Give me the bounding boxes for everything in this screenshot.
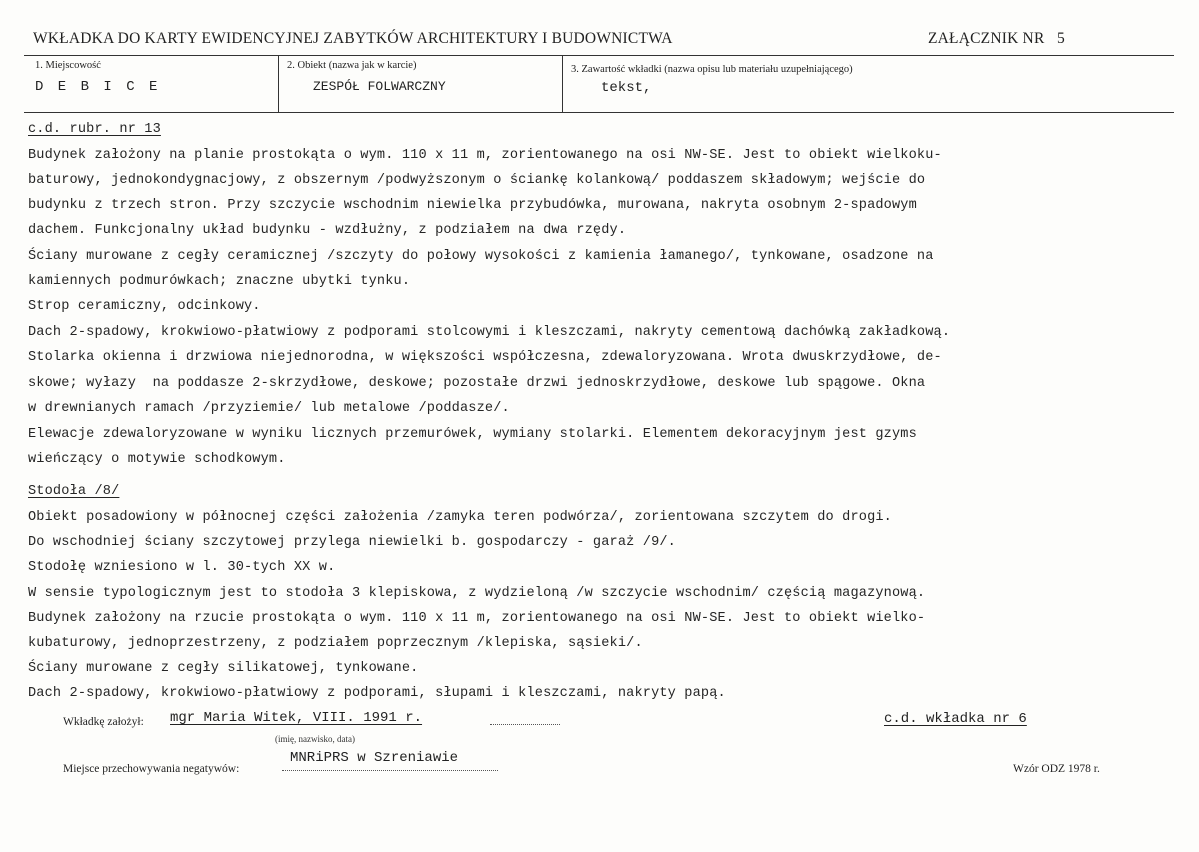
- negatives-dotted-line: [282, 770, 498, 771]
- founder-hint: (imię, nazwisko, data): [275, 734, 355, 744]
- text-line: Elewacje zdewaloryzowane w wyniku licznych przemurówek, wymiany stolarki. Elementem dekoracyjnym jest gzyms: [28, 427, 917, 442]
- text-line: kamiennych podmurówkach; znaczne ubytki tynku.: [28, 274, 411, 289]
- text-line: budynku z trzech stron. Przy szczycie wschodnim niewielka przybudówka, murowana, nakryta osobnym 2-spadowym: [28, 198, 917, 213]
- text-line: Stodołę wzniesiono w l. 30-tych XX w.: [28, 560, 336, 575]
- form-title: WKŁADKA DO KARTY EWIDENCYJNEJ ZABYTKÓW ARCHITEKTURY I BUDOWNICTWA: [33, 30, 673, 47]
- section-heading-barn: Stodoła /8/: [28, 484, 120, 499]
- text-line: Ściany murowane z cegły silikatowej, tynkowane.: [28, 661, 419, 676]
- text-line: wieńczący o motywie schodkowym.: [28, 452, 286, 467]
- text-line: Budynek założony na rzucie prostokąta o wym. 110 x 11 m, zorientowanego na osi NW-SE. Jest to obiekt wielko-: [28, 611, 926, 626]
- annex-label: ZAŁĄCZNIK NR: [928, 30, 1045, 47]
- text-line: W sensie typologicznym jest to stodoła 3 klepiskowa, z wydzieloną /w szczycie wschodnim/ częścią magazynową.: [28, 586, 926, 601]
- text-line: Obiekt posadowiony w północnej części założenia /zamyka teren podwórza/, zorientowana szczytem do drogi.: [28, 510, 892, 525]
- field-divider-1: [278, 55, 279, 112]
- form-code: Wzór ODZ 1978 r.: [1013, 763, 1100, 775]
- text-line: Ściany murowane z cegły ceramicznej /szczyty do połowy wysokości z kamienia łamanego/, tynkowane, osadzone na: [28, 249, 934, 264]
- founder-label: Wkładkę założył:: [63, 716, 144, 728]
- locality-value: D E B I C E: [35, 79, 161, 95]
- field-divider-2: [562, 55, 563, 112]
- text-line: Strop ceramiczny, odcinkowy.: [28, 299, 261, 314]
- continuation-note: c.d. wkładka nr 6: [884, 711, 1027, 727]
- text-line: Dach 2-spadowy, krokwiowo-płatwiowy z podporami, słupami i kleszczami, nakryty papą.: [28, 686, 726, 701]
- founder-dotted-line: [490, 724, 560, 725]
- negatives-label: Miejsce przechowywania negatywów:: [63, 763, 240, 775]
- contents-value: tekst,: [601, 80, 652, 96]
- founder-value: mgr Maria Witek, VIII. 1991 r.: [170, 710, 423, 726]
- contents-label: 3. Zawartość wkładki (nazwa opisu lub materiału uzupełniającego): [571, 64, 853, 75]
- text-line: kubaturowy, jednoprzestrzeny, z podziałem poprzecznym /klepiska, sąsieki/.: [28, 636, 643, 651]
- fields-bottom-rule: [24, 112, 1174, 113]
- text-line: dachem. Funkcjonalny układ budynku - wzdłużny, z podziałem na dwa rzędy.: [28, 223, 627, 238]
- text-line: Stolarka okienna i drzwiowa niejednorodna, w większości współczesna, zdewaloryzowana. Wrota dwuskrzydłowe, de-: [28, 350, 942, 365]
- text-line: Dach 2-spadowy, krokwiowo-płatwiowy z podporami stolcowymi i kleszczami, nakryty cementową dachówką zakładkową.: [28, 325, 951, 340]
- text-line: Do wschodniej ściany szczytowej przylega niewielki b. gospodarczy - garaż /9/.: [28, 535, 676, 550]
- annex-number: 5: [1057, 30, 1065, 47]
- text-line: Budynek założony na planie prostokąta o wym. 110 x 11 m, zorientowanego na osi NW-SE. Jest to obiekt wielkoku-: [28, 148, 942, 163]
- locality-label: 1. Miejscowość: [35, 60, 101, 71]
- object-value: ZESPÓŁ FOLWARCZNY: [313, 79, 446, 94]
- text-line: skowe; wyłazy na poddasze 2-skrzydłowe, deskowe; pozostałe drzwi jednoskrzydłowe, deskowe lub spągowe. Okna: [28, 376, 926, 391]
- section-heading-continuation: c.d. rubr. nr 13: [28, 122, 161, 137]
- object-label: 2. Obiekt (nazwa jak w karcie): [287, 60, 417, 71]
- text-line: w drewnianych ramach /przyziemie/ lub metalowe /poddasze/.: [28, 401, 510, 416]
- text-line: baturowy, jednokondygnacjowy, z obszernym /podwyższonym o ściankę kolankową/ poddaszem składowym; wejście do: [28, 173, 926, 188]
- negatives-value: MNRiPRS w Szreniawie: [290, 750, 459, 766]
- top-rule: [24, 55, 1174, 56]
